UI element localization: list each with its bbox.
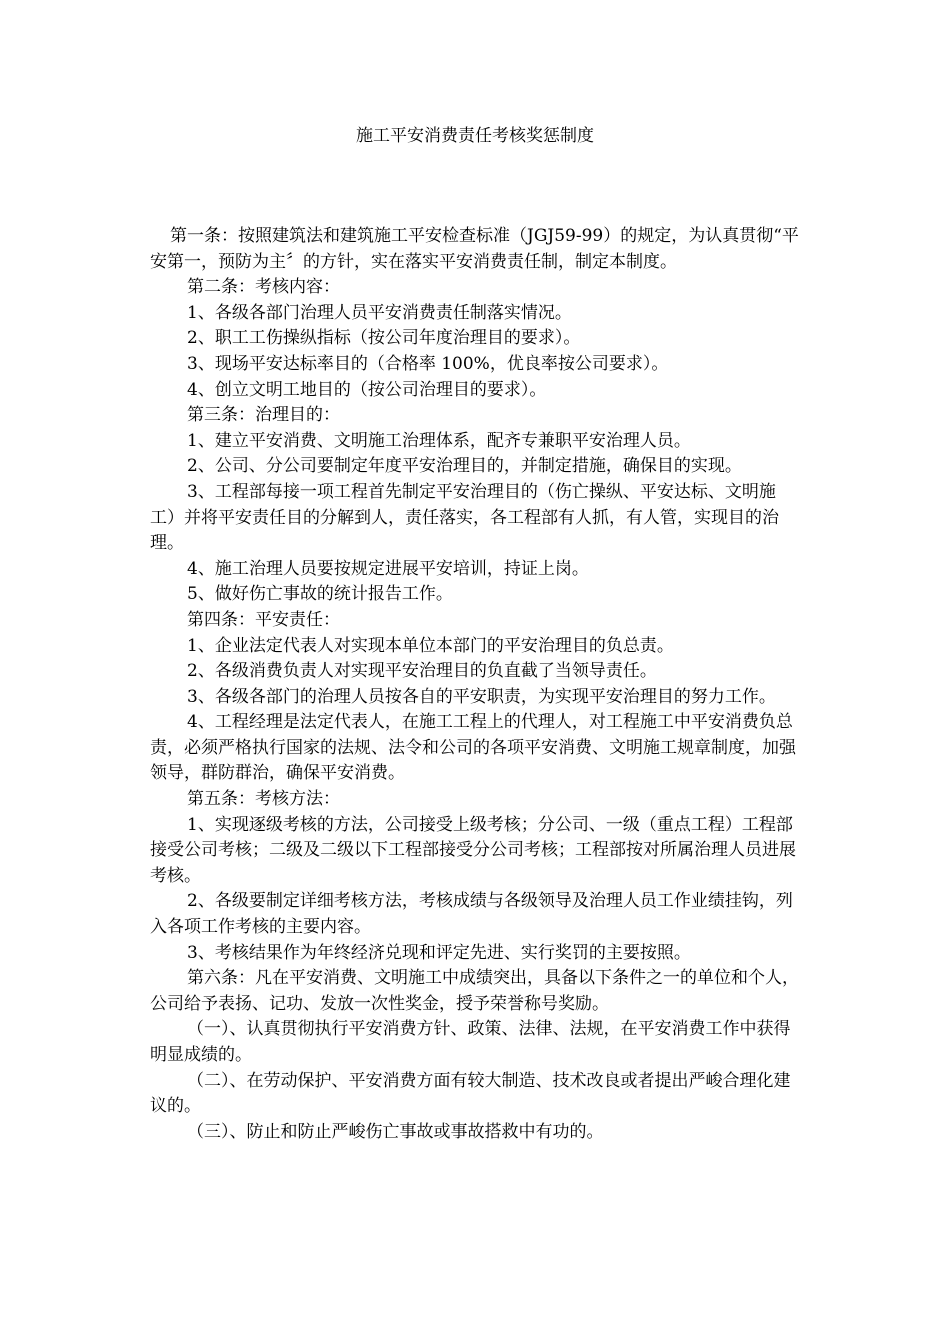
list-item: 1、各级各部门治理人员平安消费责任制落实情况。 — [187, 302, 572, 323]
article-3-heading: 第三条：治理目的： — [187, 405, 340, 426]
list-item: （一）、认真贯彻执行平安消费方针、政策、法律、法规，在平安消费工作中获得明显成绩的。 — [150, 1019, 791, 1065]
list-item: 1、实现逐级考核的方法，公司接受上级考核；分公司、一级（重点工程）工程部接受公司考核；二级及二级以下工程部接受分公司考核；工程部按对所属治理人员进展考核。 — [150, 814, 796, 886]
list-item: 2、各级要制定详细考核方法，考核成绩与各级领导及治理人员工作业绩挂钩，列入各项工作考核的主要内容。 — [150, 891, 793, 938]
list-item: 4、施工治理人员要按规定进展平安培训，持证上岗。 — [187, 558, 589, 579]
article-6-paragraph: 第六条：凡在平安消费、文明施工中成绩突出，具备以下条件之一的单位和个人，公司给予表扬、记功、发放一次性奖金，授予荣誉称号奖励。 — [150, 968, 799, 1014]
list-item: 2、各级消费负责人对实现平安治理目的负直截了当领导责任。 — [187, 661, 657, 682]
list-item: 3、现场平安达标率目的（合格率 100%，优良率按公司要求）。 — [187, 353, 669, 374]
article-1-paragraph: 第一条：按照建筑法和建筑施工平安检查标准（JGJ59-99）的规定，为认真贯彻“平安第一，预防为主〞的方针，实在落实平安消费责任制，制定本制度。 — [150, 226, 799, 272]
list-item: 3、各级各部门的治理人员按各自的平安职责，为实现平安治理目的努力工作。 — [187, 686, 776, 707]
article-2-heading: 第二条：考核内容： — [187, 277, 340, 298]
list-item: 1、建立平安消费、文明施工治理体系，配齐专兼职平安治理人员。 — [187, 430, 691, 451]
article-5-heading: 第五条：考核方法： — [187, 789, 340, 810]
list-item: 4、工程经理是法定代表人，在施工工程上的代理人，对工程施工中平安消费负总责，必须严格执行国家的法规、法令和公司的各项平安消费、文明施工规章制度，加强领导，群防群治，确保平安消费。 — [150, 712, 796, 784]
document-body — [150, 224, 800, 1145]
list-item: 2、职工工伤操纵指标（按公司年度治理目的要求）。 — [187, 328, 581, 349]
article-4-heading: 第四条：平安责任： — [187, 609, 340, 630]
list-item: 3、考核结果作为年终经济兑现和评定先进、实行奖罚的主要按照。 — [187, 942, 691, 963]
list-item: 4、创立文明工地目的（按公司治理目的要求）。 — [187, 379, 547, 400]
list-item: 3、工程部每接一项工程首先制定平安治理目的（伤亡操纵、平安达标、文明施工）并将平安责任目的分解到人，责任落实，各工程部有人抓，有人管，实现目的治理。 — [150, 481, 779, 554]
list-item: 1、企业法定代表人对实现本单位本部门的平安治理目的负总责。 — [187, 635, 674, 656]
document-title: 施工平安消费责任考核奖惩制度 — [356, 126, 594, 146]
list-item: 5、做好伤亡事故的统计报告工作。 — [187, 584, 453, 605]
list-item: （二）、在劳动保护、平安消费方面有较大制造、技术改良或者提出严峻合理化建议的。 — [150, 1070, 791, 1117]
list-item: （三）、防止和防止严峻伤亡事故或事故搭救中有功的。 — [187, 1121, 604, 1142]
list-item: 2、公司、分公司要制定年度平安治理目的，并制定措施，确保目的实现。 — [187, 456, 742, 477]
